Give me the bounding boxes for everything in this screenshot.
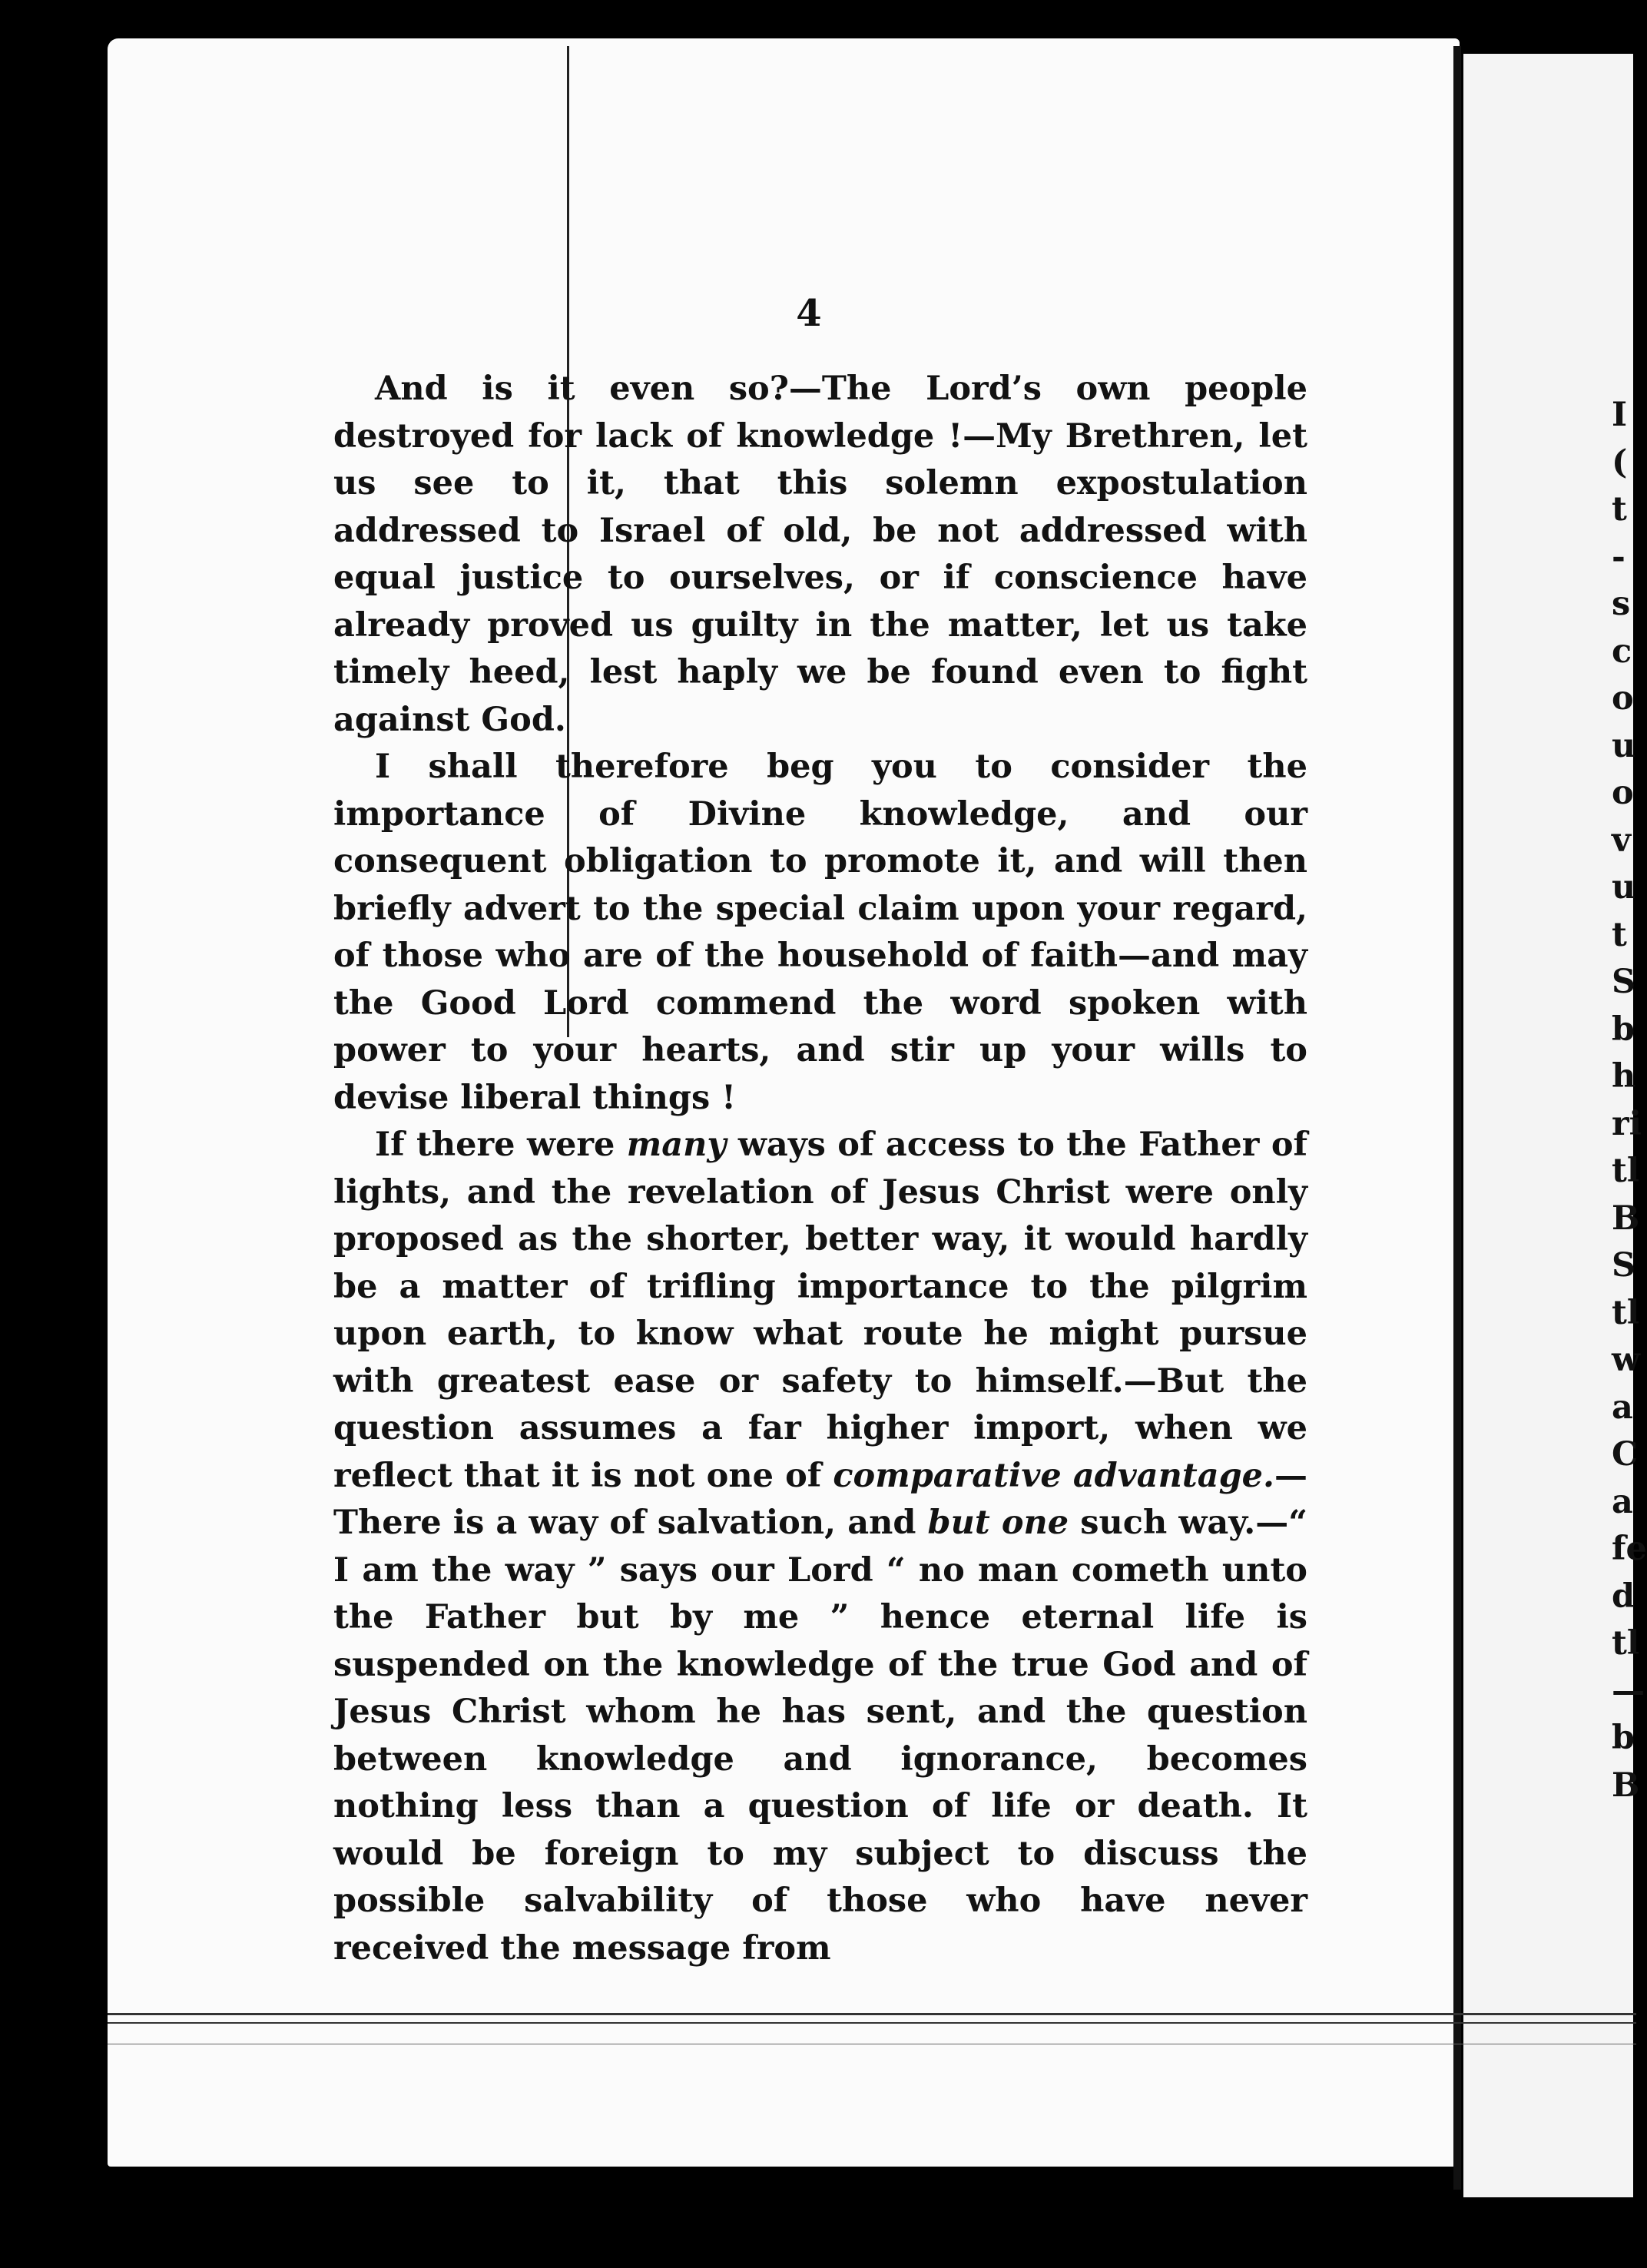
facing-fragment: w <box>1612 1341 1641 1379</box>
paragraph-2: I shall therefore beg you to consider the importance of Divine knowledge, and our consequent obligation to promote it, and will then briefly advert to the special claim upon your regard, of those who are of the household of faith—and may the Good Lord commend the word spoken with power to your hearts, and stir up your wills to devise liberal things ! <box>333 748 1307 1117</box>
facing-fragment: - <box>1612 537 1625 576</box>
p3-text-a: If there were <box>375 1126 627 1164</box>
facing-fragment: v <box>1612 821 1631 860</box>
facing-fragment: S <box>1612 1246 1636 1285</box>
p3-text-e: —There is a way of salvation, and <box>333 1456 1307 1542</box>
facing-fragment: — <box>1612 1671 1645 1710</box>
page-number: 4 <box>796 292 822 335</box>
book-gutter <box>1453 46 1461 2190</box>
facing-fragment: tl <box>1612 1152 1640 1190</box>
facing-fragment: t <box>1612 915 1627 954</box>
p3-emph-but-one: but one <box>927 1504 1069 1542</box>
facing-fragment: a <box>1612 1388 1633 1427</box>
facing-fragment: B <box>1612 1199 1640 1238</box>
facing-page <box>1463 54 1633 2197</box>
facing-fragment: s <box>1612 585 1631 623</box>
p3-emph-comparative: comparative advantage. <box>833 1456 1274 1495</box>
facing-fragment: d <box>1612 1577 1635 1616</box>
paragraph-1: And is it even so?—The Lord’s own people destroyed for lack of knowledge !—My Brethren, let us see to it, that this solemn expostulation addressed to Israel of old, be not addressed with equal justice to ourselves, or if conscience have already proved us guilty in the matter, let us take timely heed, lest haply we be found even to fight against God. <box>333 370 1307 739</box>
facing-fragment: c <box>1612 632 1632 671</box>
facing-fragment: C <box>1612 1435 1639 1474</box>
facing-fragment: ( <box>1612 443 1628 482</box>
facing-fragment: B <box>1612 1766 1640 1805</box>
p3-text-c: ways of access to the Father of lights, and the revelation of Jesus Christ were only proposed as the shorter, better way, it would hardly be a matter of trifling importance to the pilgrim upon earth, to know what route he might pursue with greatest ease or safety to himself.—But the question assumes a far higher import, when we reflect that it is not one of <box>333 1126 1307 1495</box>
bottom-rule-2 <box>108 2022 1636 2024</box>
bottom-rule-1 <box>108 2013 1636 2015</box>
facing-fragment: h <box>1612 1057 1636 1096</box>
facing-fragment: t <box>1612 490 1627 529</box>
facing-page-text <box>1612 392 1647 1809</box>
facing-fragment: o <box>1612 774 1634 812</box>
facing-fragment: fe <box>1612 1530 1647 1568</box>
facing-fragment: a <box>1612 1482 1633 1521</box>
body-text <box>333 366 1307 1972</box>
facing-fragment: u <box>1612 726 1636 765</box>
facing-fragment: b <box>1612 1719 1635 1757</box>
facing-fragment: b <box>1612 1010 1635 1049</box>
paragraph-3 <box>333 1122 1307 1972</box>
facing-fragment: S <box>1612 963 1636 1001</box>
p3-emph-many: many <box>626 1126 727 1164</box>
facing-fragment: tl <box>1612 1293 1640 1332</box>
facing-fragment: o <box>1612 679 1634 718</box>
facing-fragment: u <box>1612 868 1636 907</box>
facing-fragment: tl <box>1612 1624 1640 1663</box>
facing-fragment: ri <box>1612 1104 1642 1143</box>
p3-text-g: such way.—“ I am the way ” says our Lord “ no man cometh unto the Father but by me ” hence eternal life is suspended on the knowledge of the true God and of Jesus Christ whom he has sent, and the question between knowledge and ignorance, becomes nothing less than a question of life or death. It would be foreign to my subject to discuss the possible salvability of those who have never received the message from <box>333 1504 1307 1968</box>
facing-fragment: I <box>1612 396 1628 434</box>
